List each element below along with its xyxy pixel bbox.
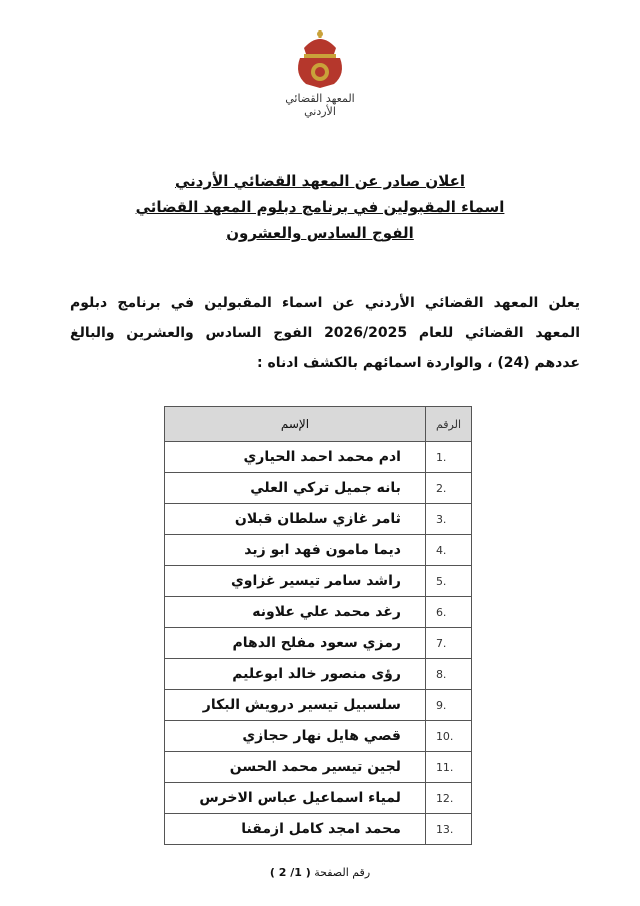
table-row [165, 597, 472, 628]
table-row [165, 814, 472, 845]
header-number: الرقم [425, 407, 471, 442]
row-name: لمياء اسماعيل عباس الاخرس [165, 783, 426, 814]
table-row [165, 690, 472, 721]
page-number-label: رقم الصفحة [314, 866, 371, 879]
row-number: 11. [425, 752, 471, 783]
row-number: 1. [425, 442, 471, 473]
table-header-row [165, 407, 472, 442]
logo-caption: المعهد القضائي الأردني [285, 92, 355, 118]
row-number: 12. [425, 783, 471, 814]
table-row [165, 783, 472, 814]
table-row [165, 659, 472, 690]
row-number: 4. [425, 535, 471, 566]
table-row [165, 535, 472, 566]
row-number: 2. [425, 473, 471, 504]
table-row [165, 628, 472, 659]
page-number: ( 1/ 2 ) [269, 866, 311, 879]
header-name: الإسم [165, 407, 426, 442]
row-number: 6. [425, 597, 471, 628]
table-row [165, 504, 472, 535]
accepted-names-table [164, 406, 472, 845]
intro-paragraph: يعلن المعهد القضائي الأردني عن اسماء المقبولين في برنامج دبلوم المعهد القضائي للعام 2026/2025 الفوج السادس والعشرين والبالغ عددهم (24) ، والواردة اسمائهم بالكشف ادناه : [70, 295, 581, 371]
row-name: راشد سامر تيسير غزاوي [165, 566, 426, 597]
row-number: 9. [425, 690, 471, 721]
row-name: ادم محمد احمد الحياري [165, 442, 426, 473]
row-name: ديما مامون فهد ابو زيد [165, 535, 426, 566]
row-name: رمزي سعود مفلح الدهام [165, 628, 426, 659]
table-row [165, 752, 472, 783]
heading-line-1: اعلان صادر عن المعهد القضائي الأردني [174, 172, 465, 190]
row-number: 8. [425, 659, 471, 690]
row-name: ثامر غازي سلطان قبلان [165, 504, 426, 535]
table-row [165, 442, 472, 473]
row-name: لجين تيسير محمد الحسن [165, 752, 426, 783]
row-number: 5. [425, 566, 471, 597]
row-number: 3. [425, 504, 471, 535]
row-number: 13. [425, 814, 471, 845]
page-footer [240, 866, 400, 879]
heading-line-3: الفوج السادس والعشرون [226, 224, 414, 242]
crown-emblem-icon [294, 28, 346, 90]
heading-line-2: اسماء المقبولين في برنامج دبلوم المعهد القضائي [135, 198, 505, 216]
row-name: محمد امجد كامل ازمقنا [165, 814, 426, 845]
row-name: رؤى منصور خالد ابوعليم [165, 659, 426, 690]
table-row [165, 721, 472, 752]
row-number: 7. [425, 628, 471, 659]
institute-logo [270, 28, 370, 118]
row-name: رغد محمد علي علاونه [165, 597, 426, 628]
row-name: قصي هايل نهار حجازي [165, 721, 426, 752]
table-row [165, 473, 472, 504]
row-number: 10. [425, 721, 471, 752]
announcement-headings [100, 168, 540, 246]
row-name: بانه جميل تركي العلي [165, 473, 426, 504]
table-row [165, 566, 472, 597]
row-name: سلسبيل تيسير درويش البكار [165, 690, 426, 721]
